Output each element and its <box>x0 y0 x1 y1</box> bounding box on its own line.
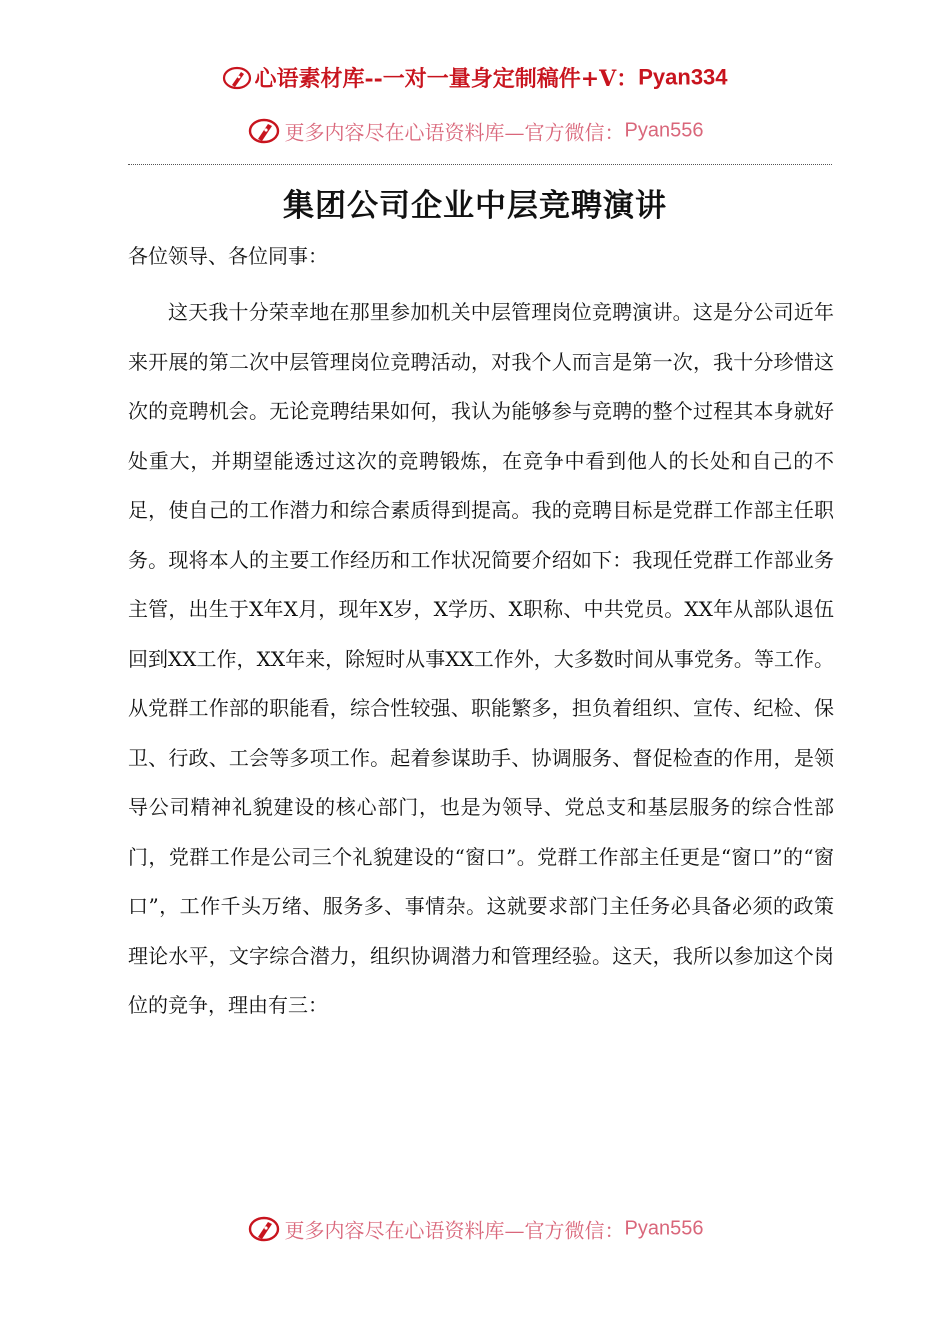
brand-wechat-id: Pyan334 <box>638 64 728 90</box>
brand-header <box>0 62 950 93</box>
header-divider <box>128 164 832 165</box>
salutation: 各位领导、各位同事： <box>128 244 328 268</box>
more-content-wechat-id: Pyan556 <box>624 119 704 142</box>
footer-wechat-id: Pyan556 <box>624 1217 704 1240</box>
more-content-text: 更多内容尽在心语资料库—官方微信： <box>284 120 625 145</box>
pen-nib-logo-icon <box>222 65 252 91</box>
brand-text: 心语素材库--一对一量身定制稿件+V： <box>254 66 639 92</box>
footer-banner <box>0 1214 950 1244</box>
document-title: 集团公司企业中层竞聘演讲 <box>283 188 667 224</box>
body-paragraph: 这天我十分荣幸地在那里参加机关中层管理岗位竞聘演讲。这是分公司近年来开展的第二次中层管理岗位竞聘活动，对我个人而言是第一次，我十分珍惜这次的竞聘机会。无论竞聘结果如何，我认为能够参与竞聘的整个过程其本身就好处重大，并期望能透过这次的竞聘锻炼，在竞争中看到他人的长处和自己的不足，使自己的工作潜力和综合素质得到提高。我的竞聘目标是党群工作部主任职务。现将本人的主要工作经历和工作状况简要介绍如下：我现任党群工作部业务主管，出生于X年X月，现年X岁，X学历、X职称、中共党员。XX年从部队退伍回到XX工作，XX年来，除短时从事XX工作外，大多数时间从事党务。等工作。从党群工作部的职能看，综合性较强、职能繁多，担负着组织、宣传、纪检、保卫、行政、工会等多项工作。起着参谋助手、协调服务、督促检查的作用，是领导公司精神礼貌建设的核心部门，也是为领导、党总支和基层服务的综合性部门，党群工作是公司三个礼貌建设的“窗口”。党群工作部主任更是“窗口”的“窗口”，工作千头万绪、服务多、事情杂。这就要求部门主任务必具备必须的政策理论水平，文字综合潜力，组织协调潜力和管理经验。这天，我所以参加这个岗位的竞争，理由有三： <box>128 300 834 1017</box>
pen-nib-logo-icon <box>247 1214 281 1244</box>
more-content-banner <box>0 116 950 146</box>
footer-text: 更多内容尽在心语资料库—官方微信： <box>284 1218 625 1243</box>
pen-nib-logo-icon <box>247 116 281 146</box>
